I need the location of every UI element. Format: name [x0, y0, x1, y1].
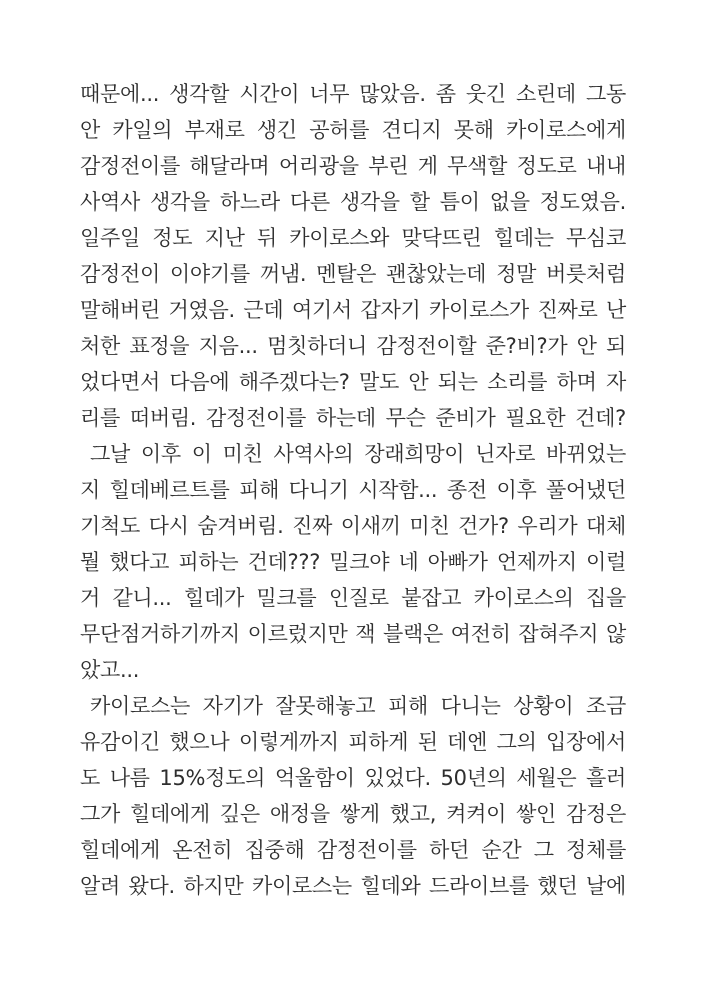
- document-page: [80, 76, 626, 904]
- text-line: 카이로스는 자기가 잘못해놓고 피해 다니는 상황이 조금: [90, 694, 626, 718]
- text-line: 그날 이후 이 미친 사역사의 장래희망이 닌자로 바뀌었는: [90, 442, 626, 466]
- text-line: 일주일 정도 지난 뒤 카이로스와 맞닥뜨린 힐데는 무심코: [80, 226, 626, 250]
- paragraph-1: [80, 76, 626, 436]
- text-line: 감정전이 이야기를 꺼냄. 멘탈은 괜찮았는데 정말 버릇처럼: [80, 262, 626, 286]
- text-line: 감정전이를 해달라며 어리광을 부린 게 무색할 정도로 내내: [80, 154, 626, 178]
- text-line: 무단점거하기까지 이르렀지만 잭 블랙은 여전히 잡혀주지 않: [80, 622, 626, 646]
- text-line: 유감이긴 했으나 이렇게까지 피하게 된 데엔 그의 입장에서: [80, 730, 626, 754]
- text-line: 알려 왔다. 하지만 카이로스는 힐데와 드라이브를 했던 날에: [80, 874, 626, 898]
- text-line: 지 힐데베르트를 피해 다니기 시작함... 종전 이후 풀어냈던: [80, 478, 626, 502]
- text-line: 뭘 했다고 피하는 건데??? 밀크야 네 아빠가 언제까지 이럴: [80, 550, 626, 574]
- paragraph-2: [80, 436, 626, 688]
- paragraph-3: [80, 688, 626, 904]
- text-line: 그가 힐데에게 깊은 애정을 쌓게 했고, 켜켜이 쌓인 감정은: [80, 802, 626, 826]
- text-line: 힐데에게 온전히 집중해 감정전이를 하던 순간 그 정체를: [80, 838, 626, 862]
- text-line: 도 나름 15%정도의 억울함이 있었다. 50년의 세월은 흘러: [80, 766, 626, 790]
- text-line: 거 같니... 힐데가 밀크를 인질로 붙잡고 카이로스의 집을: [80, 586, 626, 610]
- text-line: 안 카일의 부재로 생긴 공허를 견디지 못해 카이로스에게: [80, 118, 626, 142]
- text-line: 사역사 생각을 하느라 다른 생각을 할 틈이 없을 정도였음.: [80, 190, 626, 214]
- text-line: 리를 떠버림. 감정전이를 하는데 무슨 준비가 필요한 건데?: [80, 406, 626, 430]
- text-line: 었다면서 다음에 해주겠다는? 말도 안 되는 소리를 하며 자: [80, 370, 626, 394]
- text-line: 처한 표정을 지음... 멈칫하더니 감정전이할 준?비?가 안 되: [80, 334, 626, 358]
- text-line: 기척도 다시 숨겨버림. 진짜 이새끼 미친 건가? 우리가 대체: [80, 514, 626, 538]
- text-line: 았고...: [80, 658, 140, 682]
- text-line: 말해버린 거였음. 근데 여기서 갑자기 카이로스가 진짜로 난: [80, 298, 626, 322]
- text-line: 때문에... 생각할 시간이 너무 많았음. 좀 웃긴 소린데 그동: [80, 82, 626, 106]
